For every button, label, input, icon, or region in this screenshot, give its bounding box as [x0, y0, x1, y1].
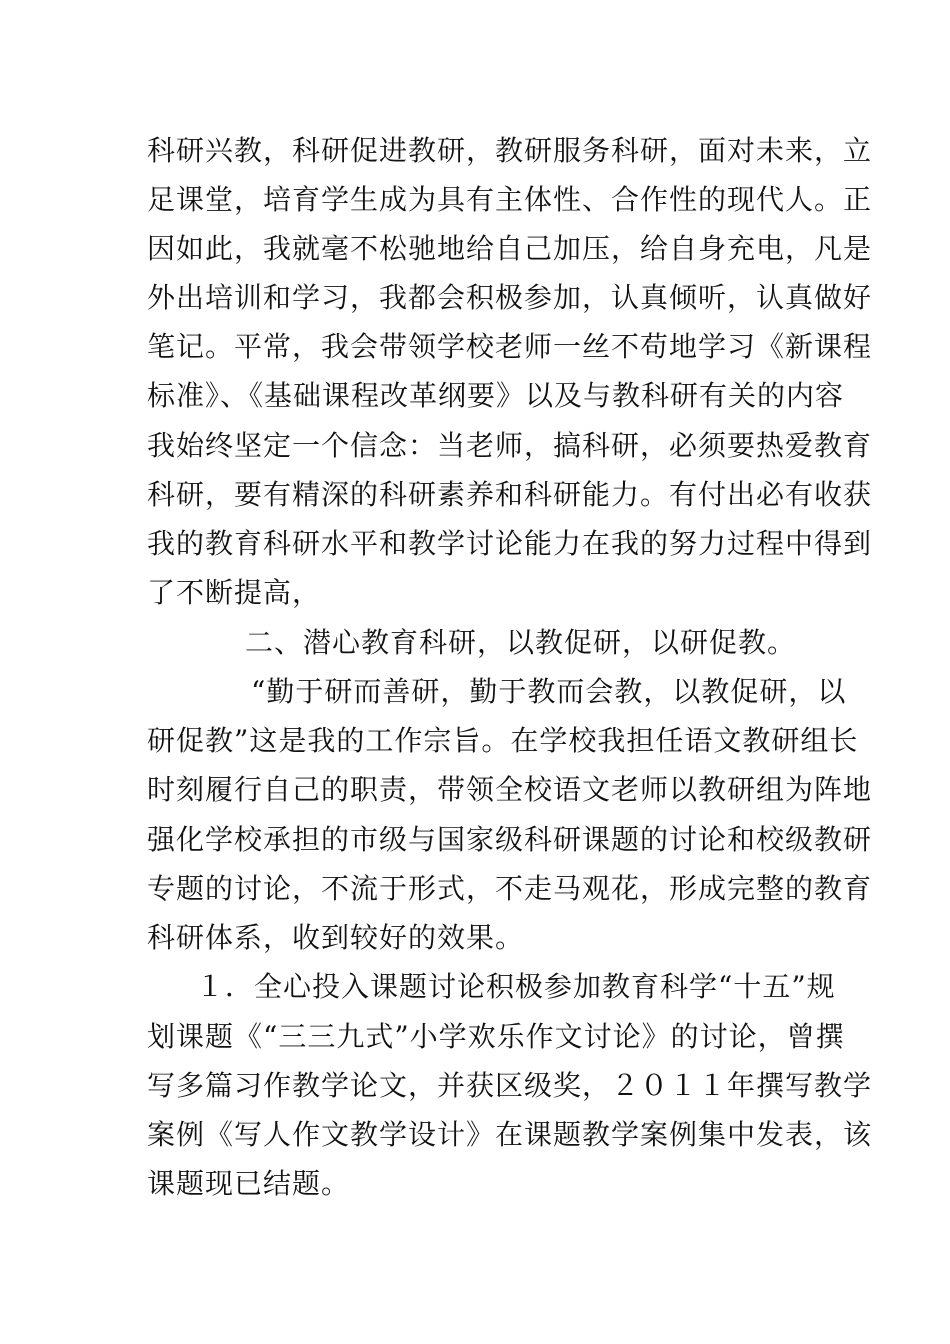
- text-line: 写多篇习作教学论文，并获区级奖，２０１１年撰写教学: [147, 1069, 873, 1102]
- text-line: 外出培训和学习，我都会积极参加，认真倾听，认真做好: [147, 281, 873, 314]
- text-line: 标准》、《基础课程改革纲要》以及与教科研有关的内容: [147, 379, 845, 412]
- text-line: 科研兴教，科研促进教研，教研服务科研，面对未来，立: [147, 134, 873, 167]
- text-line: “勤于研而善研，勤于教而会教，以教促研，以: [251, 675, 847, 708]
- text-line: 划课题《“三三九式”小学欢乐作文讨论》的讨论，曾撰: [147, 1020, 845, 1053]
- numbered-item-line: １．全心投入课题讨论积极参加教育科学“十五”规: [196, 970, 836, 1003]
- text-line: 我始终坚定一个信念：当老师，搞科研，必须要热爱教育: [147, 429, 873, 462]
- text-line: 专题的讨论，不流于形式，不走马观花，形成完整的教育: [147, 872, 873, 905]
- text-line: 足课堂，培育学生成为具有主体性、合作性的现代人。正: [147, 183, 873, 216]
- text-line: 研促教”这是我的工作宗旨。在学校我担任语文教研组长: [147, 724, 859, 757]
- text-line: 案例《写人作文教学设计》在课题教学案例集中发表，该: [147, 1118, 873, 1151]
- text-line: 时刻履行自己的职责，带领全校语文老师以教研组为阵地: [147, 773, 873, 806]
- text-line: 我的教育科研水平和教学讨论能力在我的努力过程中得到: [147, 527, 873, 560]
- text-line: 课题现已结题。: [147, 1167, 351, 1200]
- text-line: 了不断提高，: [147, 576, 322, 609]
- text-line: 笔记。平常，我会带领学校老师一丝不苟地学习《新课程: [147, 330, 873, 363]
- text-line: 科研体系，收到较好的效果。: [147, 921, 525, 954]
- text-line: 强化学校承担的市级与国家级科研课题的讨论和校级教研: [147, 823, 873, 856]
- text-line: 因如此，我就毫不松驰地给自己加压，给自身充电，凡是: [147, 232, 873, 265]
- text-line: 科研，要有精深的科研素养和科研能力。有付出必有收获: [147, 478, 873, 511]
- section-heading: 二、潜心教育科研，以教促研，以研促教。: [245, 626, 797, 659]
